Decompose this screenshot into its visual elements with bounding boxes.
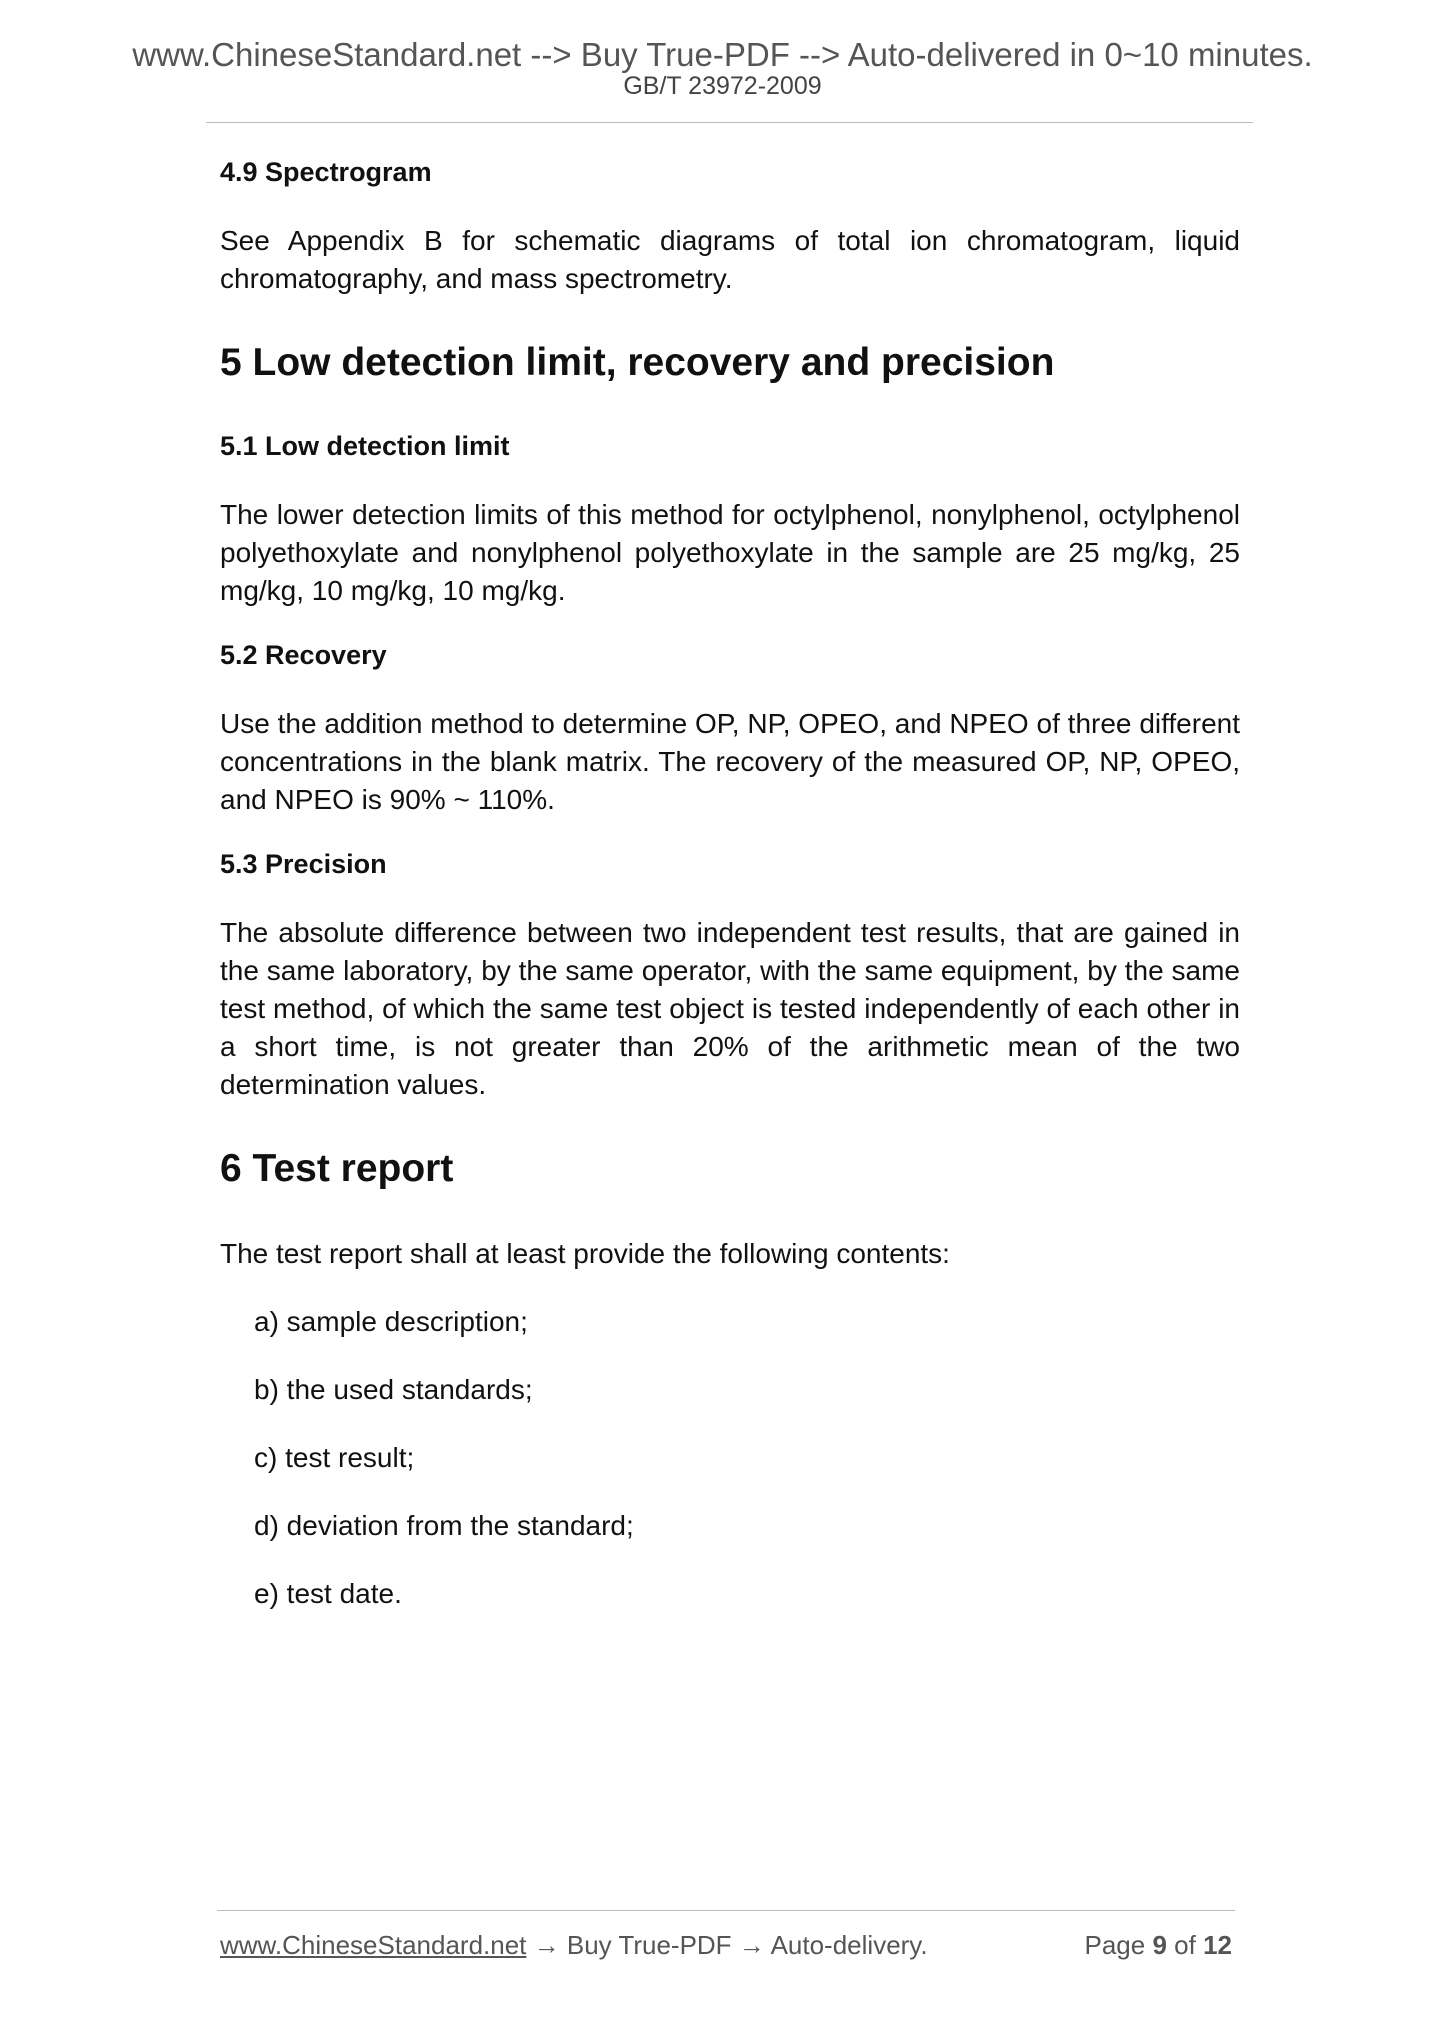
list-item: b) the used standards; [254, 1373, 533, 1405]
section-5-3-paragraph: The absolute difference between two independent test results, that are gained in the same laboratory, by the same operator, with the same equipment, by the same test method, of which the same test object is tested independently of each other in a short time, is not greater than 20% of the arithmetic mean of the two determination values. [220, 917, 1240, 1101]
section-4-9-heading: 4.9 Spectrogram [220, 157, 432, 187]
list-item: a) sample description; [254, 1305, 528, 1337]
list-item: d) deviation from the standard; [254, 1509, 634, 1541]
footer-promo-text: → Buy True-PDF → Auto-delivery. [526, 1930, 928, 1960]
footer-site-link[interactable]: www.ChineseStandard.net [220, 1930, 527, 1960]
page-number: 9 [1152, 1930, 1167, 1960]
list-item: e) test date. [254, 1577, 402, 1609]
section-5-heading: 5 Low detection limit, recovery and precision [220, 341, 1055, 385]
list-item: c) test result; [254, 1441, 415, 1473]
section-6-heading: 6 Test report [220, 1147, 454, 1191]
site-banner: www.ChineseStandard.net --> Buy True-PDF --> Auto-delivered in 0~10 minutes. [132, 36, 1313, 73]
footer-promo [220, 1930, 928, 1961]
section-5-1-paragraph: The lower detection limits of this method for octylphenol, nonylphenol, octylphenol polyethoxylate and nonylphenol polyethoxylate in the sample are 25 mg/kg, 25 mg/kg, 10 mg/kg, 10 mg/kg. [220, 498, 1240, 606]
section-5-3-heading: 5.3 Precision [220, 848, 387, 879]
footer-divider [217, 1910, 1235, 1911]
section-5-2-paragraph: Use the addition method to determine OP, NP, OPEO, and NPEO of three different concentrations in the blank matrix. The recovery of the measured OP, NP, OPEO, and NPEO is 90% ~ 110%. [220, 707, 1240, 815]
section-4-9-paragraph: See Appendix B for schematic diagrams of total ion chromatogram, liquid chromatography, and mass spectrometry. [220, 225, 1240, 295]
section-5-2-heading: 5.2 Recovery [220, 639, 387, 670]
page-total: 12 [1203, 1930, 1232, 1960]
of-label: of [1174, 1930, 1196, 1960]
page-indicator [1084, 1930, 1232, 1961]
header-divider [206, 122, 1253, 123]
standard-number: GB/T 23972-2009 [623, 72, 822, 100]
section-6-paragraph: The test report shall at least provide the following contents: [220, 1237, 950, 1269]
section-5-1-heading: 5.1 Low detection limit [220, 430, 510, 461]
document-body [220, 155, 1240, 1613]
page-label: Page [1084, 1930, 1146, 1960]
